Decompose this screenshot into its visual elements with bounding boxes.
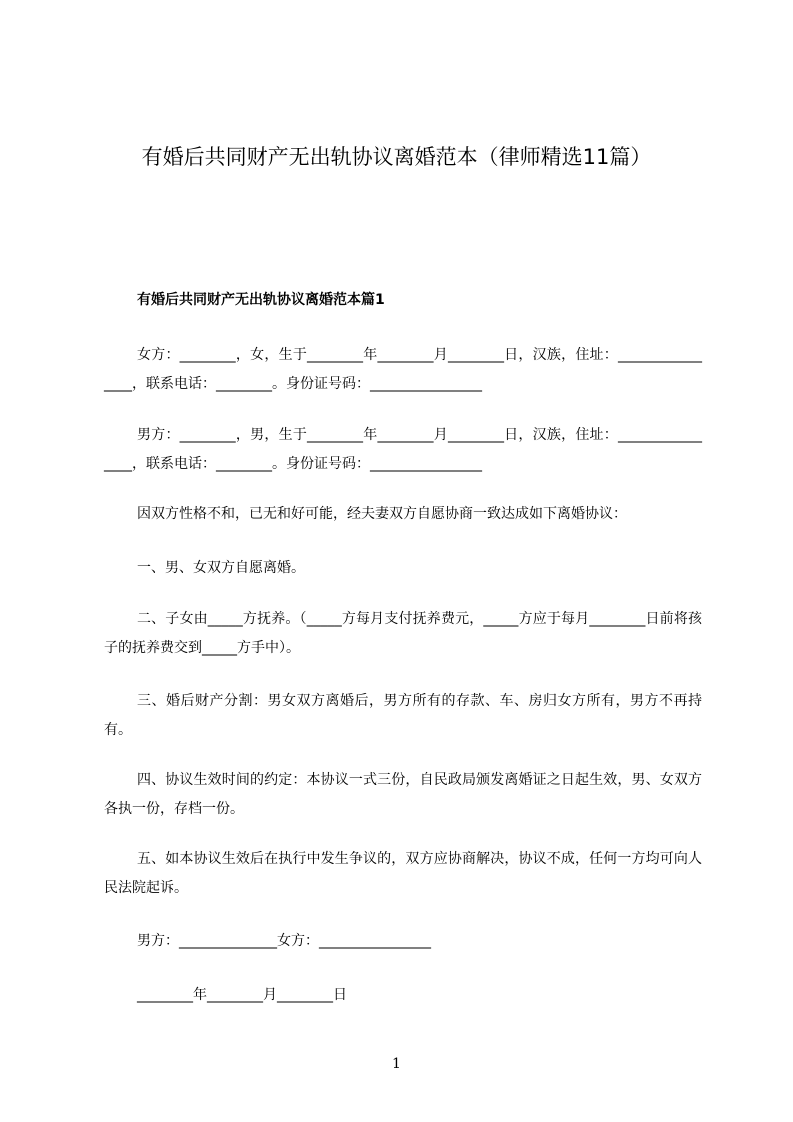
clause-2: 二、子女由_____方抚养。（_____方每月支付抚养费元，_____方应于每月________日前将孩子的抚养费交到_____方手中）。 bbox=[104, 611, 702, 656]
female-party-info: 女方：________，女，生于________年________月________日，汉族，住址：________________，联系电话：________。身份证号码：________________ bbox=[104, 347, 702, 392]
section-title: 有婚后共同财产无出轨协议离婚范本篇1 bbox=[137, 292, 385, 308]
male-party-info: 男方：________，男，生于________年________月________日，汉族，住址：________________，联系电话：________。身份证号码：________________ bbox=[104, 427, 702, 472]
clause-5: 五、如本协议生效后在执行中发生争议的，双方应协商解决，协议不成，任何一方均可向人民法院起诉。 bbox=[104, 851, 702, 896]
clause-1: 一、男、女双方自愿离婚。 bbox=[137, 560, 305, 576]
signature-line: 男方：______________女方：________________ bbox=[137, 933, 431, 949]
document-title: 有婚后共同财产无出轨协议离婚范本（律师精选11篇） bbox=[141, 145, 652, 169]
clause-3: 三、婚后财产分割：男女双方离婚后，男方所有的存款、车、房归女方所有，男方不再持有。 bbox=[104, 693, 702, 738]
agreement-intro: 因双方性格不和，已无和好可能，经夫妻双方自愿协商一致达成如下离婚协议： bbox=[137, 506, 627, 522]
clause-4: 四、协议生效时间的约定：本协议一式三份，自民政局颁发离婚证之日起生效，男、女双方各执一份，存档一份。 bbox=[104, 772, 702, 817]
page-number: 1 bbox=[392, 1056, 401, 1072]
date-line: ________年________月________日 bbox=[137, 987, 347, 1003]
